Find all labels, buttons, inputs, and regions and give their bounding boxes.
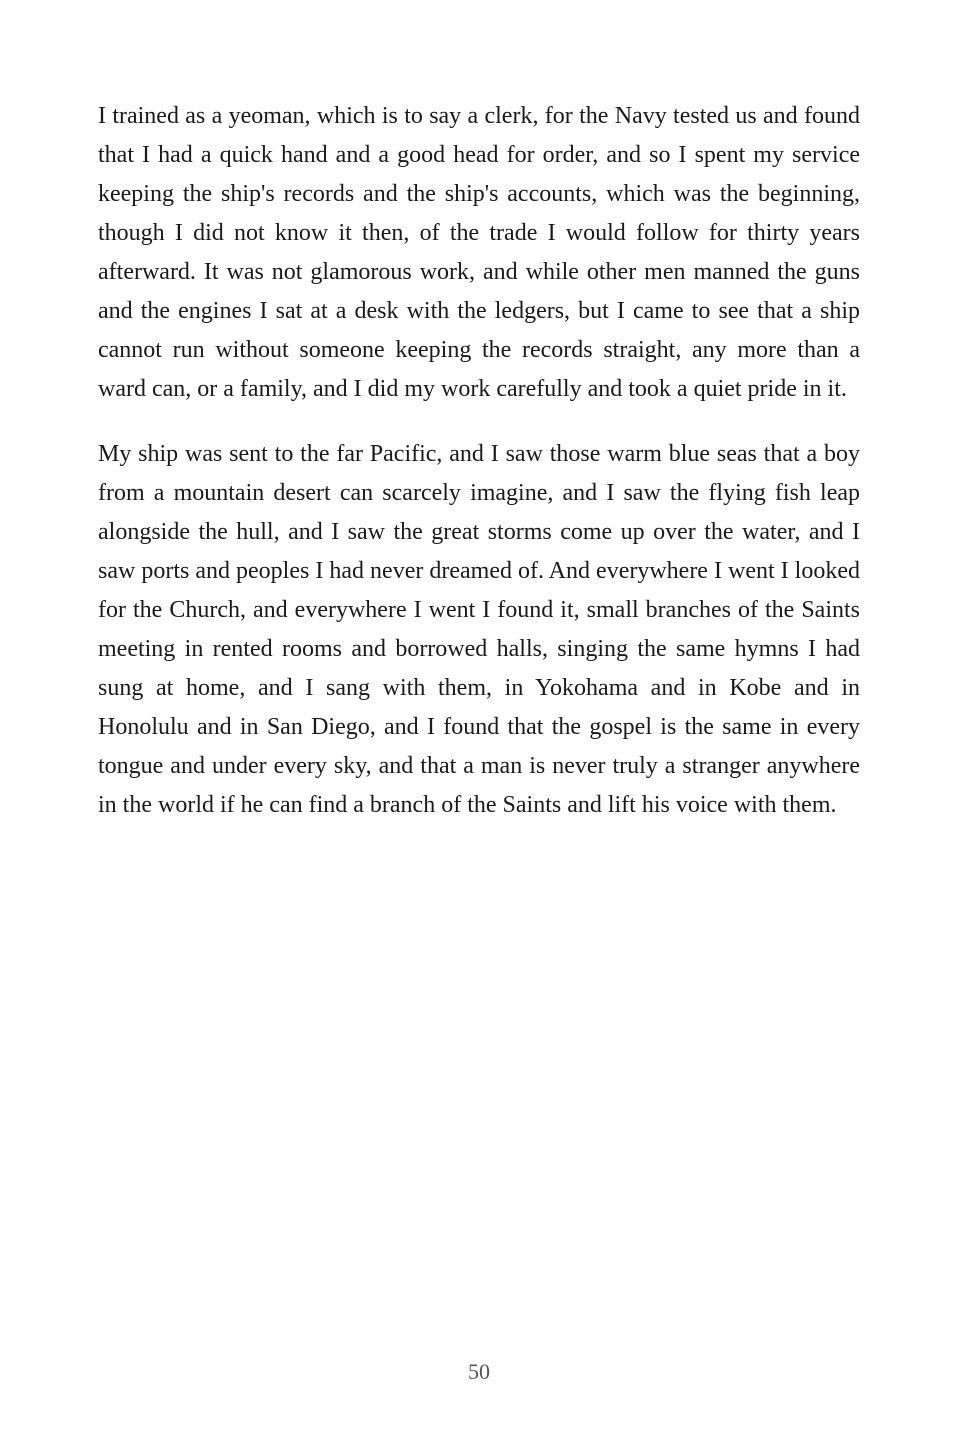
body-text [98,97,860,851]
paragraph-1: I trained as a yeoman, which is to say a clerk, for the Navy tested us and found that I had a quick hand and a good head for order, and so I spent my service keeping the ship's records and the ship's accounts, which was the beginning, though I did not know it then, of the trade I would follow for thirty years afterward. It was not glamorous work, and while other men manned the guns and the engines I sat at a desk with the ledgers, but I came to see that a ship cannot run without someone keeping the records straight, any more than a ward can, or a family, and I did my work carefully and took a quiet pride in it. [98,103,860,402]
page-number: 50 [468,1359,490,1384]
paragraph-2: My ship was sent to the far Pacific, and I saw those warm blue seas that a boy from a mountain desert can scarcely imagine, and I saw the flying fish leap alongside the hull, and I saw the great storms come up over the water, and I saw ports and peoples I had never dreamed of. And everywhere I went I looked for the Church, and everywhere I went I found it, small branches of the Saints meeting in rented rooms and borrowed halls, singing the same hymns I had sung at home, and I sang with them, in Yokohama and in Kobe and in Honolulu and in San Diego, and I found that the gospel is the same in every tongue and under every sky, and that a man is never truly a stranger anywhere in the world if he can find a branch of the Saints and lift his voice with them. [98,441,860,818]
